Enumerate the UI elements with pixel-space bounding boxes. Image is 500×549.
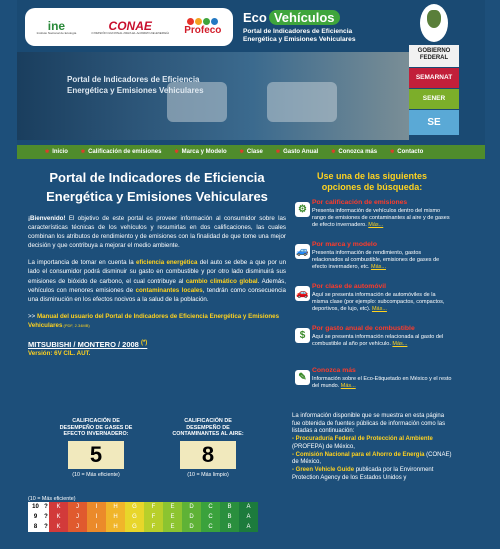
- search-option-text: [312, 292, 452, 313]
- eco-subtitle: [243, 28, 403, 44]
- nav-marca-modelo[interactable]: ✱ Marca y Modelo: [174, 149, 226, 155]
- profeco-dots-icon: [184, 18, 221, 25]
- eco-logo-left: Eco: [243, 10, 267, 25]
- air-rating-note: (10 = Más limpio): [187, 471, 229, 478]
- mexico-seal-icon: [420, 4, 448, 42]
- manual-prefix: >>: [28, 312, 37, 320]
- nav-inicio[interactable]: ✱ Inicio: [45, 149, 68, 155]
- rating-grid-cell: J: [68, 512, 87, 522]
- eco-logo-right: Vehículos: [269, 10, 340, 25]
- emissions-icon: ⚙: [295, 202, 310, 217]
- air-rating-value: 8: [180, 441, 236, 469]
- sener-link[interactable]: SENER: [409, 89, 459, 109]
- rating-grid-number: 8: [28, 522, 43, 532]
- rating-grid-cell: I: [87, 502, 106, 512]
- importance-text: La importancia de tomar en cuenta la: [28, 259, 136, 267]
- page-title-line: Energética y Emisiones Vehiculares: [46, 189, 268, 204]
- rating-grid-cell: G: [125, 512, 144, 522]
- rating-grid-cell: A: [239, 502, 258, 512]
- search-by-class[interactable]: [292, 283, 452, 319]
- rating-grid-cell: J: [68, 522, 87, 532]
- nav-conozca-mas[interactable]: ✱ Conozca más: [331, 149, 377, 155]
- learn-more[interactable]: [292, 367, 452, 403]
- ghg-rating-note: (10 = Más eficiente): [72, 471, 120, 478]
- importance-text: del auto se debe a que por un lado el consumidor podrá disminuir su gasto en combustible y por otro lado disminuirá sus emisiones de bióxido de carbono, el cual contribuye al: [28, 259, 287, 285]
- more-link[interactable]: Más...: [371, 264, 386, 270]
- vehicle-name[interactable]: [28, 340, 286, 349]
- rating-grid-cell: B: [220, 522, 239, 532]
- vehicle-label: MITSUBISHI / MONTERO / 2008: [28, 339, 139, 349]
- search-option-desc: Presenta información de vehículos dentro del mismo rango de emisiones de contaminantes al aire y de gases de efecto invernadero.: [312, 208, 450, 228]
- welcome-label: ¡Bienvenido!: [28, 215, 66, 222]
- rating-grid-number: 9: [28, 512, 43, 522]
- cambio-climatico-link[interactable]: cambio climático global: [185, 277, 258, 285]
- rating-grid-row: [28, 512, 262, 522]
- manual-link[interactable]: Manual del usuario del Portal de Indicadores de Eficiencia Energética y Emisiones Vehiculares: [28, 312, 280, 329]
- contaminantes-link[interactable]: contaminantes locales: [135, 286, 203, 294]
- banner-title-line: Portal de Indicadores de Eficiencia: [67, 75, 200, 84]
- rating-grid-cell: C: [201, 522, 220, 532]
- ine-logo-subtitle: Instituto Nacional de Ecología: [36, 30, 77, 35]
- sources-info: [292, 413, 452, 482]
- search-option-desc: Aquí se presenta información relacionada al gasto del combustible al año por vehículo.: [312, 334, 444, 347]
- gobierno-federal-link[interactable]: GOBIERNO FEDERAL: [409, 45, 459, 67]
- search-option-desc: Aquí se presenta información de automóviles de la misma clase (por ejemplo: subcompactos, compactos, deportivos, de lujo, etc).: [312, 292, 445, 312]
- rating-grid-cell: F: [144, 502, 163, 512]
- rating-grid-cell: B: [220, 512, 239, 522]
- nav-contacto[interactable]: ✱ Contacto: [390, 149, 423, 155]
- rating-grid-cell: B: [220, 502, 239, 512]
- rating-grid-cell: D: [182, 512, 201, 522]
- eficiencia-link[interactable]: eficiencia energética: [135, 259, 198, 267]
- eco-subtitle-line: Energética y Emisiones Vehiculares: [243, 36, 356, 44]
- rating-grid-cell: J: [68, 502, 87, 512]
- search-option-text: [312, 334, 452, 348]
- rating-grid-marker: ?: [44, 524, 48, 530]
- rating-grid: [28, 502, 262, 532]
- air-rating-title: CALIFICACIÓN DE DESEMPEÑO DE CONTAMINANTES AL AIRE:: [172, 418, 244, 438]
- rating-grid-cell: F: [144, 512, 163, 522]
- rating-grid-cell: H: [106, 512, 125, 522]
- rating-grid-cell: C: [201, 502, 220, 512]
- search-options-heading-line: opciones de búsqueda:: [321, 182, 423, 192]
- profeco-logo[interactable]: [184, 18, 221, 36]
- ine-logo[interactable]: [37, 20, 77, 35]
- search-by-brand-model[interactable]: [292, 241, 452, 277]
- conae-logo[interactable]: [91, 20, 169, 35]
- car-icon: 🚙: [296, 246, 309, 257]
- search-option-desc: Presenta información de rendimiento, gastos relacionados al combustible, emisiones de gases de efecto invernadero, etc.: [312, 250, 440, 270]
- ghg-rating-title: CALIFICACIÓN DE DESEMPEÑO DE GASES DE EFECTO INVERNADERO:: [59, 418, 133, 438]
- rating-grid-cell: E: [163, 522, 182, 532]
- partner-logos: [25, 8, 233, 46]
- intro-text: El objetivo de este portal es proveer información al consumidor sobre las características técnicas de los vehículos y resumirlas en dos calificaciones, las cuales combinan los atributos de rendimiento y de emisiones con la finalidad de que tome una mejor decisión y que contribuya a mejorar el medio ambiente.: [28, 215, 286, 250]
- search-options-heading: [292, 171, 452, 193]
- rating-grid-row: [28, 522, 262, 532]
- rating-grid-cell: F: [144, 522, 163, 532]
- car-image: [267, 82, 337, 122]
- rating-grid-number: 10: [28, 502, 43, 512]
- search-option-title[interactable]: Conozca más: [312, 367, 356, 374]
- intro-paragraph: [28, 214, 286, 250]
- profepa-link[interactable]: Procuraduría Federal de Protección al Ambiente: [295, 436, 433, 443]
- se-link[interactable]: SE: [409, 110, 459, 135]
- rating-grid-cell: E: [163, 502, 182, 512]
- dollar-icon: $: [295, 328, 310, 343]
- ghg-rating: [56, 418, 136, 478]
- search-options-heading-line: Use una de las siguientes: [316, 171, 428, 181]
- importance-text: , tendrán como consecuencia una disminución en los efectos nocivos a la salud de la población.: [28, 286, 286, 303]
- banner-title-line: Energética y Emisiones Vehiculares: [67, 86, 204, 96]
- source-text: (CONAE) de México,: [292, 451, 452, 466]
- sources-intro: La información disponible que se muestra en esta página fue obtenida de fuentes públicas de información como las listadas a continuación:: [292, 413, 446, 435]
- search-option-title[interactable]: Por gasto anual de combustible: [312, 325, 415, 332]
- vehicle-version: Versión: 6V CIL. AUT.: [28, 349, 91, 357]
- more-link[interactable]: Más...: [392, 341, 408, 347]
- source-item: [292, 452, 452, 467]
- rating-grid-cell: E: [163, 512, 182, 522]
- search-option-title[interactable]: Por clase de automóvil: [312, 283, 387, 290]
- nav-clase[interactable]: ✱ Clase: [240, 149, 263, 155]
- search-option-text: [312, 208, 452, 229]
- source-text: (PROFEPA) de México,: [292, 443, 355, 450]
- ghg-rating-value: 5: [68, 441, 124, 469]
- rating-grid-cell: H: [106, 502, 125, 512]
- rating-grid-marker: ?: [44, 514, 48, 520]
- sources-list: [292, 436, 452, 482]
- search-by-emissions[interactable]: [292, 199, 452, 235]
- nav-calificacion[interactable]: ✱ Calificación de emisiones: [81, 149, 162, 155]
- search-options-panel: [292, 162, 452, 482]
- rating-grid-cell: D: [182, 522, 201, 532]
- rating-grid-row: [28, 502, 262, 512]
- banner-title: [67, 74, 204, 96]
- importance-text: . Además, vehículos con menores emisiones de: [28, 277, 286, 294]
- main-nav: [17, 145, 485, 159]
- nav-gasto-anual[interactable]: ✱ Gasto Anual: [276, 149, 318, 155]
- rating-grid-cell: K: [49, 512, 68, 522]
- manual-paragraph: [28, 312, 286, 330]
- conae-logo-subtitle: COMISIÓN NACIONAL PARA EL AHORRO DE ENERGÍA: [91, 30, 170, 35]
- semarnat-link[interactable]: SEMARNAT: [409, 68, 459, 88]
- rating-grid-cell: D: [182, 502, 201, 512]
- manual-size: (PDF, 2.34MB): [62, 322, 90, 328]
- rating-grid-cell: C: [201, 512, 220, 522]
- page-title-line: Portal de Indicadores de Eficiencia: [49, 170, 265, 185]
- rating-grid-cell: G: [125, 522, 144, 532]
- header: [17, 0, 485, 145]
- label-icon: ✎: [295, 370, 310, 385]
- search-option-desc: Información sobre el Eco-Etiquetado en México y el resto del mundo.: [312, 376, 452, 389]
- air-rating: [168, 418, 248, 478]
- eco-vehiculos-brand: [243, 10, 403, 44]
- importance-paragraph: [28, 258, 286, 303]
- rating-grid-cell: G: [125, 502, 144, 512]
- header-banner: [17, 52, 409, 140]
- search-option-text: [312, 250, 452, 271]
- eco-subtitle-line: Portal de Indicadores de Eficiencia: [243, 28, 353, 35]
- more-link[interactable]: Más...: [368, 222, 384, 228]
- green-vehicle-guide-link[interactable]: Green Vehicle Guide: [295, 466, 355, 473]
- profeco-logo-text: Profeco: [184, 25, 222, 36]
- search-option-title[interactable]: Por calificación de emisiones: [312, 199, 408, 206]
- ine-logo-text: ine: [47, 18, 66, 33]
- rating-grid-marker: ?: [44, 504, 48, 510]
- rating-grid-cell: K: [49, 502, 68, 512]
- source-item: [292, 467, 452, 482]
- rating-grid-cell: A: [239, 522, 258, 532]
- rating-grid-cell: I: [87, 522, 106, 532]
- search-option-text: [312, 376, 452, 390]
- rating-grid-cell: K: [49, 522, 68, 532]
- search-option-title[interactable]: Por marca y modelo: [312, 241, 377, 248]
- car-class-icon: 🚗: [296, 288, 309, 299]
- conae-link[interactable]: Comisión Nacional para el Ahorro de Energía: [295, 451, 425, 458]
- main-content: [28, 162, 287, 530]
- rating-grid-cell: A: [239, 512, 258, 522]
- conae-logo-text: CONAE: [108, 18, 152, 33]
- more-link[interactable]: Más...: [340, 383, 356, 389]
- source-item: [292, 436, 452, 451]
- source-text: publicada por la Environment Protection Agency de los Estados Unidos y: [292, 466, 434, 481]
- rating-grid-cell: H: [106, 522, 125, 532]
- page-title: [28, 168, 286, 206]
- scale-note: (10 = Más eficiente): [28, 496, 76, 502]
- rating-grid-cell: I: [87, 512, 106, 522]
- more-link[interactable]: Más...: [371, 306, 387, 312]
- vehicle-note: (*): [140, 339, 148, 346]
- search-by-annual-cost[interactable]: [292, 325, 452, 361]
- eco-vehiculos-logo[interactable]: [243, 10, 340, 25]
